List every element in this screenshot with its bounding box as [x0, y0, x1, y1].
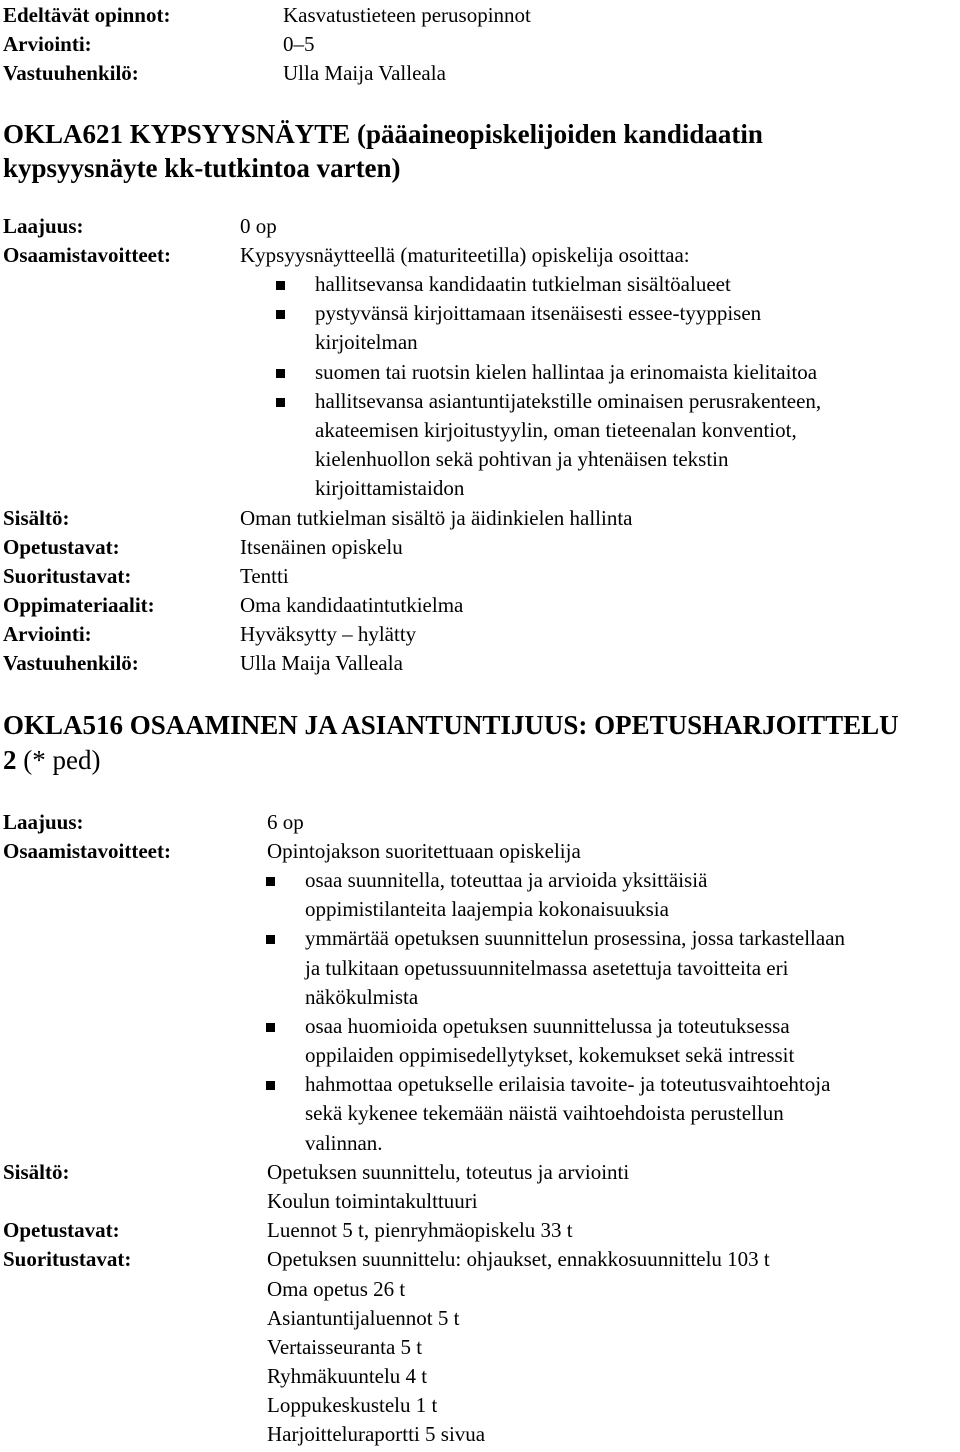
okla516-opetustavat-row — [3, 1216, 960, 1245]
bullet-text: osaa suunnitella, toteuttaa ja arvioida yksittäisiä — [305, 868, 708, 892]
list-item — [3, 866, 960, 895]
arviointi-row — [3, 30, 960, 59]
square-bullet-icon — [266, 1023, 275, 1032]
okla516-title-suffix: (* ped) — [16, 745, 101, 775]
list-item — [3, 1275, 960, 1304]
laajuus-label: Laajuus: — [3, 214, 84, 238]
bullet-text: ymmärtää opetuksen suunnittelun prosessina, jossa tarkastellaan — [305, 926, 846, 950]
opetustavat-label: Opetustavat: — [3, 535, 120, 559]
osaamistavoitteet-intro: Opintojakson suoritettuaan opiskelija — [267, 839, 581, 863]
suoritustavat-value: Opetuksen suunnittelu: ohjaukset, ennakkosuunnittelu 103 t — [267, 1247, 770, 1271]
osaamistavoitteet-label: Osaamistavoitteet: — [3, 243, 171, 267]
suoritustavat-label: Suoritustavat: — [3, 564, 132, 588]
list-item — [3, 1333, 960, 1362]
okla621-opetustavat-row — [3, 533, 960, 562]
okla621-title-line1: OKLA621 KYPSYYSNÄYTE (pääaineopiskelijoiden kandidaatin — [3, 119, 763, 149]
sisalto-value: Oman tutkielman sisältö ja äidinkielen hallinta — [240, 506, 633, 530]
suoritustavat-value: Loppukeskustelu 1 t — [267, 1393, 438, 1417]
suoritustavat-value: Asiantuntijaluennot 5 t — [267, 1306, 460, 1330]
suoritustavat-value: Ryhmäkuuntelu 4 t — [267, 1364, 428, 1388]
oppimateriaalit-label: Oppimateriaalit: — [3, 593, 155, 617]
suoritustavat-value: Oma opetus 26 t — [267, 1277, 406, 1301]
vastuuhenkilo-label: Vastuuhenkilö: — [3, 651, 139, 675]
list-item-continuation — [3, 1129, 960, 1158]
list-item-continuation — [3, 1099, 960, 1128]
square-bullet-icon — [266, 877, 275, 886]
sisalto-label: Sisältö: — [3, 506, 70, 530]
oppimateriaalit-value: Oma kandidaatintutkielma — [240, 593, 464, 617]
okla516-tavoitteet-row — [3, 837, 960, 866]
square-bullet-icon — [276, 281, 285, 290]
bullet-text: valinnan. — [305, 1131, 383, 1155]
vastuu-row — [3, 59, 960, 88]
edeltavat-value: Kasvatustieteen perusopinnot — [283, 3, 531, 27]
list-item — [3, 387, 960, 416]
square-bullet-icon — [266, 1081, 275, 1090]
sisalto-value: Opetuksen suunnittelu, toteutus ja arviointi — [267, 1160, 630, 1184]
list-item — [3, 1012, 960, 1041]
square-bullet-icon — [276, 398, 285, 407]
list-item-continuation — [3, 474, 960, 503]
vastuu-label: Vastuuhenkilö: — [3, 61, 139, 85]
laajuus-label: Laajuus: — [3, 810, 84, 834]
list-item-continuation — [3, 445, 960, 474]
list-item — [3, 1420, 960, 1449]
bullet-text: oppimistilanteita laajempia kokonaisuuksia — [305, 897, 669, 921]
list-item — [3, 1362, 960, 1391]
okla516-sisalto-row — [3, 1158, 960, 1187]
okla621-sisalto-row — [3, 504, 960, 533]
suoritustavat-value: Vertaisseuranta 5 t — [267, 1335, 423, 1359]
okla621-arviointi-row — [3, 620, 960, 649]
list-item — [3, 924, 960, 953]
okla621-tavoitteet-row — [3, 241, 960, 270]
bullet-text: osaa huomioida opetuksen suunnittelussa ja toteutuksessa — [305, 1014, 790, 1038]
bullet-text: pystyvänsä kirjoittamaan itsenäisesti essee-tyyppisen — [315, 301, 762, 325]
list-item — [3, 1304, 960, 1333]
okla516-suoritustavat-row — [3, 1245, 960, 1274]
bullet-text: suomen tai ruotsin kielen hallintaa ja erinomaista kielitaitoa — [315, 360, 818, 384]
suoritustavat-value: Tentti — [240, 564, 289, 588]
bullet-text: ja tulkitaan opetussuunnitelmassa asetettuja tavoitteita eri — [305, 956, 789, 980]
okla621-title-line2: kypsyysnäyte kk-tutkintoa varten) — [3, 153, 401, 183]
list-item — [3, 1070, 960, 1099]
osaamistavoitteet-label: Osaamistavoitteet: — [3, 839, 171, 863]
edeltavat-row — [3, 1, 960, 30]
list-item-continuation — [3, 983, 960, 1012]
bullet-text: kielenhuollon sekä pohtivan ja yhtenäisen tekstin — [315, 447, 729, 471]
bullet-text: hallitsevansa kandidaatin tutkielman sisältöalueet — [315, 272, 731, 296]
okla516-title-line2 — [3, 742, 960, 778]
okla516-sisalto-row-2 — [3, 1187, 960, 1216]
list-item-continuation — [3, 954, 960, 983]
laajuus-value: 6 op — [267, 810, 304, 834]
list-item — [3, 299, 960, 328]
vastuuhenkilo-value: Ulla Maija Valleala — [240, 651, 403, 675]
okla516-laajuus-row — [3, 808, 960, 837]
sisalto-value: Koulun toimintakulttuuri — [267, 1189, 478, 1213]
suoritustavat-value: Harjoitteluraportti 5 sivua — [267, 1422, 486, 1446]
bullet-text: kirjoittamistaidon — [315, 476, 465, 500]
okla621-laajuus-row — [3, 212, 960, 241]
list-item — [3, 1391, 960, 1420]
list-item-continuation — [3, 328, 960, 357]
osaamistavoitteet-intro: Kypsyysnäytteellä (maturiteetilla) opiskelija osoittaa: — [240, 243, 690, 267]
list-item-continuation — [3, 416, 960, 445]
vastuu-value: Ulla Maija Valleala — [283, 61, 446, 85]
opetustavat-value: Luennot 5 t, pienryhmäopiskelu 33 t — [267, 1218, 573, 1242]
okla516-title-line1: OKLA516 OSAAMINEN JA ASIANTUNTIJUUS: OPETUSHARJOITTELU — [3, 710, 899, 740]
arviointi-label: Arviointi: — [3, 32, 92, 56]
list-item — [3, 270, 960, 299]
bullet-text: akateemisen kirjoitustyylin, oman tieteenalan konventiot, — [315, 418, 797, 442]
bullet-text: oppilaiden oppimisedellytykset, kokemukset sekä intressit — [305, 1043, 795, 1067]
square-bullet-icon — [276, 369, 285, 378]
list-item-continuation — [3, 1041, 960, 1070]
sisalto-label: Sisältö: — [3, 1160, 70, 1184]
okla621-oppimateriaalit-row — [3, 591, 960, 620]
okla621-suoritustavat-row — [3, 562, 960, 591]
opetustavat-label: Opetustavat: — [3, 1218, 120, 1242]
bullet-text: hahmottaa opetukselle erilaisia tavoite- ja toteutusvaihtoehtoja — [305, 1072, 831, 1096]
bullet-text: näkökulmista — [305, 985, 419, 1009]
square-bullet-icon — [276, 310, 285, 319]
bullet-text: kirjoitelman — [315, 330, 418, 354]
list-item — [3, 358, 960, 387]
bullet-text: hallitsevansa asiantuntijatekstille ominaisen perusrakenteen, — [315, 389, 822, 413]
okla621-vastuu-row — [3, 649, 960, 678]
bullet-text: sekä kykenee tekemään näistä vaihtoehdoista perustellun — [305, 1101, 784, 1125]
arviointi-label: Arviointi: — [3, 622, 92, 646]
arviointi-value: 0–5 — [283, 32, 315, 56]
list-item-continuation — [3, 895, 960, 924]
suoritustavat-label: Suoritustavat: — [3, 1247, 132, 1271]
edeltavat-label: Edeltävät opinnot: — [3, 3, 171, 27]
okla516-title-number: 2 — [3, 745, 17, 775]
arviointi-value: Hyväksytty – hylätty — [240, 622, 417, 646]
square-bullet-icon — [266, 935, 275, 944]
opetustavat-value: Itsenäinen opiskelu — [240, 535, 403, 559]
laajuus-value: 0 op — [240, 214, 277, 238]
